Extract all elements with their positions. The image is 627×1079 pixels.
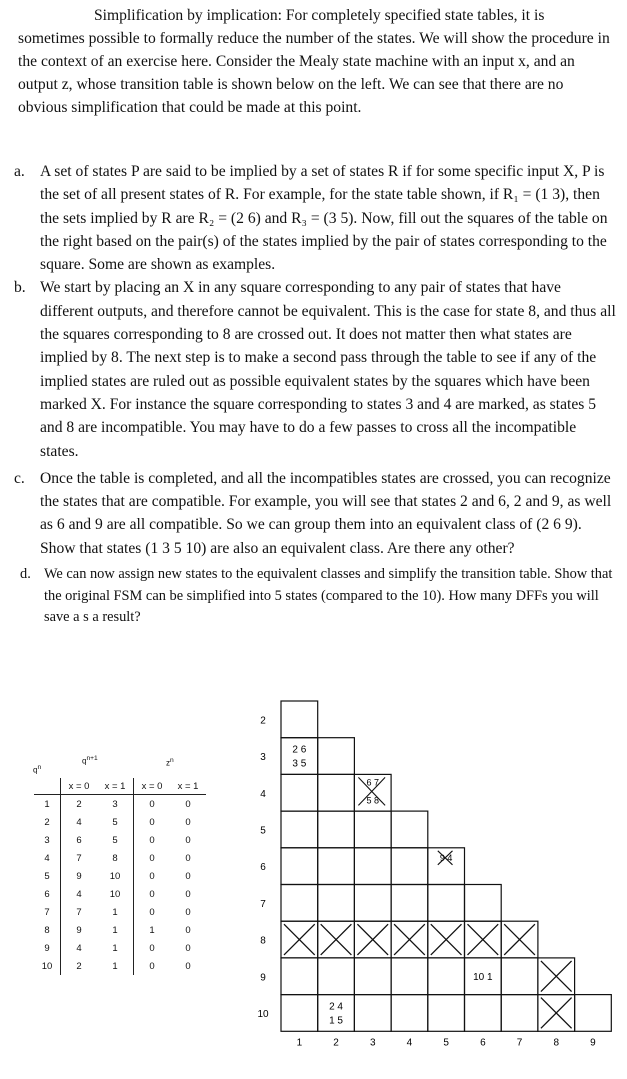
item-label: c. (14, 469, 25, 487)
next-state-header: $q^{n+1}$ (82, 755, 98, 766)
column-label: 5 (443, 1037, 449, 1049)
item-text: We start by placing an X in any square corresponding to any pair of states that have different outputs, and therefore cannot be equivalent. This is the case for state 8, and thus all the squares corresponding to 8 are crossed out. It does not matter then what states are implied by 8. The next step is to make a second pass through the table to see if any of the implied states are ruled out as possible equivalent states by the squares which have been marked X. For instance the square corresponding to states 3 and 4 are marked, as states 5 and 8 are incompatible. You may have to do a few passes to cross all the incompatible states. (40, 279, 616, 460)
chart-cell (318, 848, 355, 885)
chart-cell (318, 811, 355, 848)
value-cell: 0 (149, 960, 155, 972)
value-cell: 0 (149, 870, 155, 882)
implied-pair: 10 1 (473, 971, 493, 983)
column-header: x = 1 (97, 778, 134, 795)
value-cell: 0 (185, 888, 191, 900)
value-cell: 2 (76, 798, 82, 810)
value-cell: 5 (97, 813, 134, 831)
chart-cell (575, 995, 612, 1032)
state-cell: 6 (34, 885, 61, 903)
value-cell: 1 (97, 903, 134, 921)
item-label: d. (20, 566, 31, 583)
column-header: x = 0 (134, 778, 171, 795)
value-cell: 0 (185, 816, 191, 828)
column-header: x = 0 (61, 778, 98, 795)
value-cell: 4 (76, 816, 82, 828)
chart-cell (281, 848, 318, 885)
chart-cell (281, 885, 318, 922)
chart-cell (318, 738, 355, 775)
row-label: 4 (260, 788, 266, 800)
chart-cell (391, 995, 428, 1032)
value-cell: 1 (97, 921, 134, 939)
chart-cell (465, 995, 502, 1032)
chart-cell (354, 958, 391, 995)
value-cell: 1 (97, 939, 134, 957)
chart-cell (354, 811, 391, 848)
chart-cell (501, 995, 538, 1032)
value-cell: 0 (149, 852, 155, 864)
chart-cell (318, 774, 355, 811)
value-cell: 0 (149, 888, 155, 900)
chart-cell (428, 958, 465, 995)
value-cell: 0 (185, 924, 191, 936)
state-cell: 5 (34, 867, 61, 885)
item-label: a. (14, 163, 25, 180)
chart-cell (318, 885, 355, 922)
implied-pair: 1 5 (329, 1015, 344, 1027)
state-cell: 4 (34, 849, 61, 867)
column-label: 1 (296, 1037, 303, 1049)
output-sup: n (170, 757, 174, 764)
value-cell: 0 (185, 960, 191, 972)
value-cell: 10 (97, 867, 134, 885)
row-label: 3 (260, 752, 266, 764)
chart-cell (281, 701, 318, 738)
value-cell: 1 (149, 924, 155, 936)
implied-pair: 5 8 (366, 795, 380, 806)
value-cell: 0 (185, 798, 191, 810)
state-cell: 7 (34, 903, 61, 921)
value-cell: 5 (97, 831, 134, 849)
value-cell: 1 (97, 957, 134, 975)
chart-cell (354, 995, 391, 1032)
chart-cell (391, 885, 428, 922)
item-label: b. (14, 279, 26, 297)
value-cell: 0 (149, 942, 155, 954)
value-cell: 0 (149, 906, 155, 918)
row-label: 5 (260, 825, 266, 837)
column-label: 2 (333, 1037, 339, 1049)
column-label: 8 (553, 1037, 560, 1049)
value-cell: 4 (76, 942, 82, 954)
value-cell: 0 (185, 870, 191, 882)
implied-pair: 3 5 (292, 758, 307, 770)
row-label: 7 (260, 898, 266, 910)
chart-cell (465, 885, 502, 922)
state-cell: 9 (34, 939, 61, 957)
state-sup: n (37, 764, 42, 771)
chart-cell (391, 848, 428, 885)
intro-paragraph: Simplification by implication: For completely specified state tables, it is sometimes possible to formally reduce the number of the states. We will show the procedure in the context of an exercise here. Consider the Mealy state machine with an input x, and an output z, whose transition table is shown below on the left. We can see that there are no obvious simplification that could be made at this point. (18, 7, 610, 116)
chart-cell (428, 995, 465, 1032)
next-state-sup: n+1 (86, 755, 98, 762)
state-header: $q^n$ (33, 764, 42, 775)
chart-cell (391, 958, 428, 995)
chart-cell (354, 848, 391, 885)
value-cell: 0 (149, 816, 155, 828)
state-cell: 3 (34, 831, 61, 849)
value-cell: 0 (149, 834, 155, 846)
item-text: Once the table is completed, and all the incompatibles states are crossed, you can recognize the states that are compatible. For example, you will see that states 2 and 6, 2 and 9, as well as 6 and 9 are all compatible. So we can group them into an equivalent class of (2 6 9). Show that states (1 3 5 10) are also an equivalent class. Are there any other? (40, 469, 612, 557)
value-cell: 3 (97, 795, 134, 814)
chart-cell (281, 774, 318, 811)
row-label: 6 (260, 862, 266, 874)
value-cell: 0 (185, 942, 191, 954)
implied-pair: 2 6 (292, 744, 307, 756)
column-label: 3 (369, 1037, 376, 1049)
chart-cell (428, 885, 465, 922)
row-label: 9 (260, 972, 266, 984)
output-header: $z^n$ (166, 757, 174, 768)
chart-cell (281, 958, 318, 995)
row-label: 2 (260, 715, 266, 727)
column-label: 4 (406, 1037, 413, 1049)
value-cell: 7 (76, 906, 82, 918)
state-cell: 8 (34, 921, 61, 939)
chart-cell (281, 811, 318, 848)
row-label: 10 (257, 1008, 269, 1020)
value-cell: 4 (76, 888, 82, 900)
value-cell: 0 (185, 906, 191, 918)
chart-cell (318, 958, 355, 995)
value-cell: 6 (76, 834, 82, 846)
column-label: 6 (480, 1037, 486, 1049)
value-cell: 9 (76, 924, 82, 936)
chart-cell (354, 885, 391, 922)
state-cell: 1 (34, 795, 61, 814)
chart-cell (501, 958, 538, 995)
value-cell: 8 (97, 849, 134, 867)
column-header: x = 1 (170, 778, 206, 795)
item-text: A set of states P are said to be implied by a set of states R if for some specific input X, P is the set of all present states of R. For example, for the state table shown, if R₁ = (1 3), then the sets implied by R are R₂ = (2 6) and R₃ = (3 5). Now, fill out the squares of the table on the right based on the pair(s) of the states implied by the pair of states corresponding to the square. Some are shown as examples. (40, 163, 608, 274)
state-cell: 10 (34, 957, 61, 975)
value-cell: 10 (97, 885, 134, 903)
implied-pair: 2 4 (329, 1001, 344, 1013)
item-text: We can now assign new states to the equivalent classes and simplify the transition table. Show that the original FSM can be simplified into 5 states (compared to the 10). How many DFFs you will save a s a result? (44, 566, 613, 626)
value-cell: 0 (185, 852, 191, 864)
state-cell: 2 (34, 813, 61, 831)
value-cell: 0 (185, 834, 191, 846)
row-label: 8 (260, 935, 266, 947)
value-cell: 7 (76, 852, 82, 864)
implied-pair: 6 7 (366, 777, 380, 788)
value-cell: 2 (76, 960, 82, 972)
chart-cell (391, 811, 428, 848)
column-label: 7 (516, 1037, 523, 1049)
value-cell: 0 (149, 798, 155, 810)
column-label: 9 (590, 1037, 596, 1049)
implied-pair: 9 4 (439, 852, 453, 863)
chart-cell (281, 995, 318, 1032)
value-cell: 9 (76, 870, 82, 882)
